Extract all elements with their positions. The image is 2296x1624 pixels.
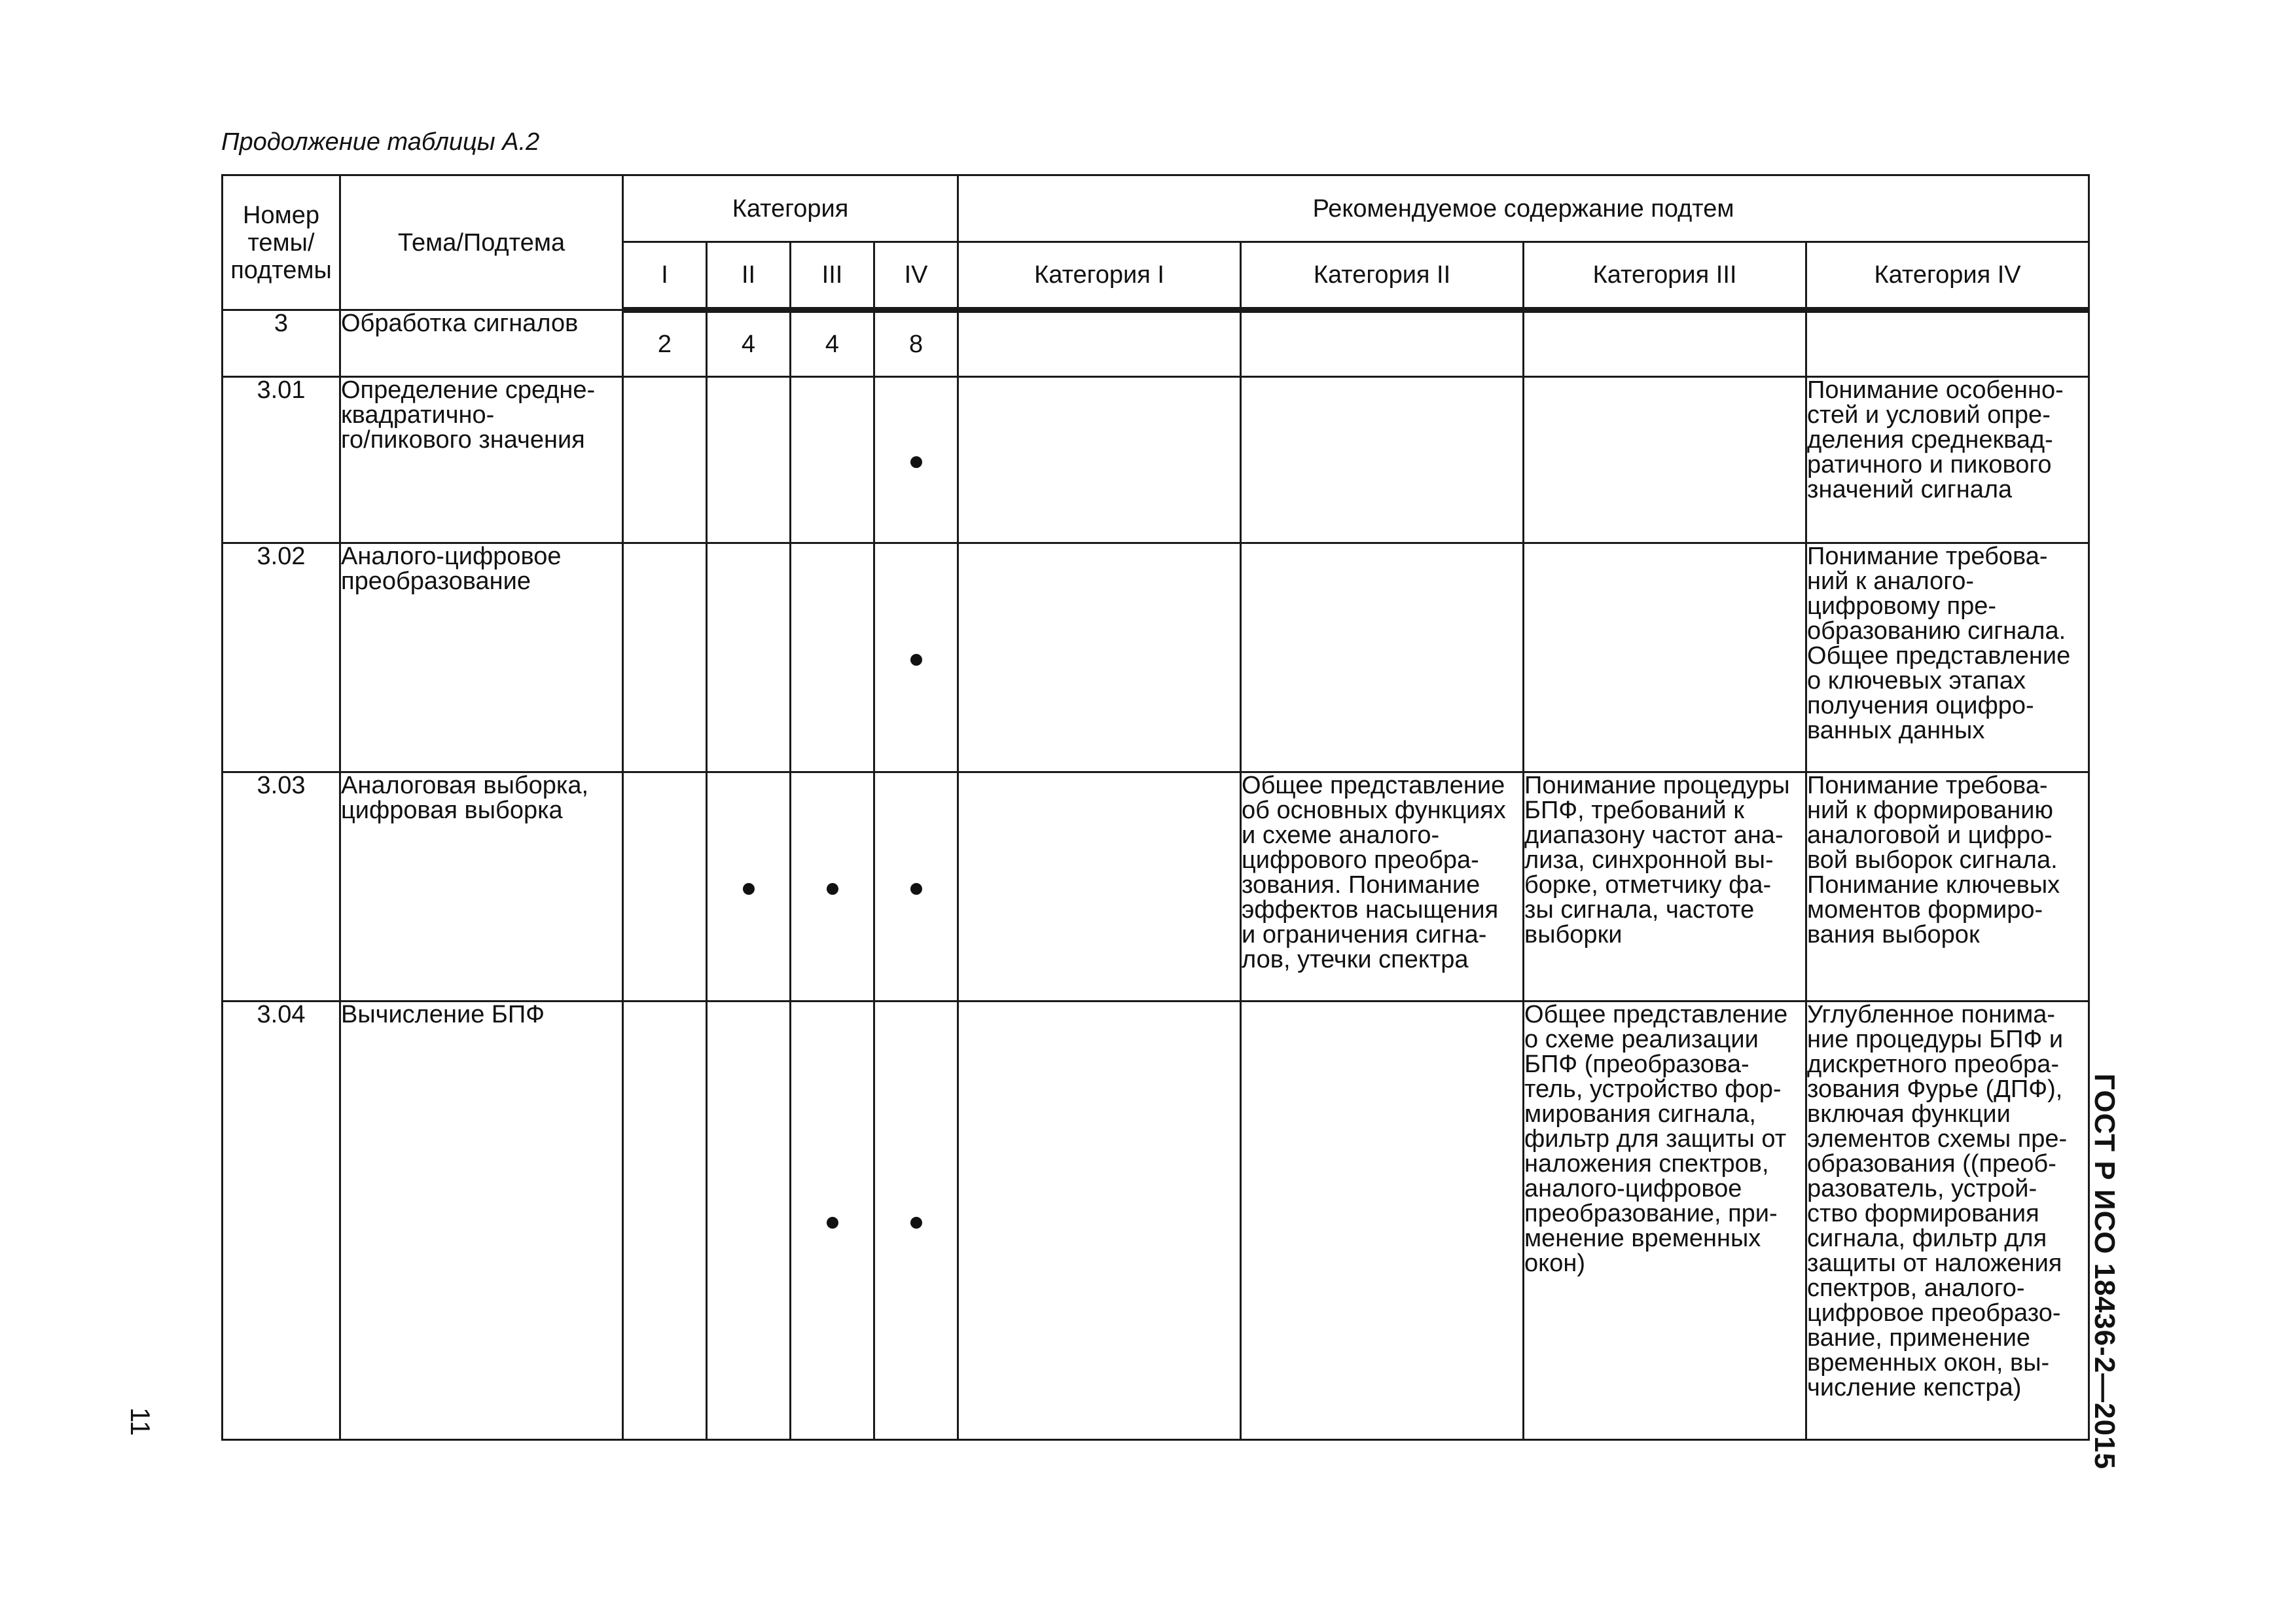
document-code: ГОСТ Р ИСО 18436-2—2015 [2089,1074,2121,1470]
page-number: 11 [125,1407,156,1436]
table-row [223,772,2089,1001]
row-hours-cat-3: 4 [791,310,874,377]
row-mark-cat-3 [791,543,874,772]
row-content-cat-1 [958,772,1241,1001]
row-mark-cat-4 [874,1001,958,1440]
row-content-cat-3 [1524,310,1806,377]
bullet-mark-icon [827,883,838,895]
row-mark-cat-2 [707,1001,791,1440]
table-row [223,543,2089,772]
row-topic: Аналого-цифровое преобразование [340,543,623,772]
row-mark-cat-1 [623,377,707,543]
row-topic: Вычисление БПФ [340,1001,623,1440]
table-row [223,1001,2089,1440]
row-mark-cat-1 [623,772,707,1001]
header-content-1: Категория I [958,242,1241,310]
row-mark-cat-1 [623,1001,707,1440]
row-mark-cat-2 [707,377,791,543]
row-content-cat-1 [958,543,1241,772]
row-mark-cat-3 [791,772,874,1001]
row-mark-cat-1 [623,543,707,772]
header-cat-1: I [623,242,707,310]
header-cat-4: IV [874,242,958,310]
row-topic: Определение средне- квадратично- го/пикового значения [340,377,623,543]
row-number: 3.04 [223,1001,340,1440]
row-content-cat-1 [958,377,1241,543]
row-number: 3.03 [223,772,340,1001]
row-content-cat-2 [1241,1001,1524,1440]
requirements-table [221,174,2090,1441]
bullet-mark-icon [743,883,755,895]
row-content-cat-3: Общее представление о схеме реализации БПФ (преобразова- тель, устройство фор- мирования сигнала, фильтр для защиты от наложения спектров, аналого-цифровое преобразование, при- менение временных окон) [1524,1001,1806,1440]
row-number: 3.02 [223,543,340,772]
row-hours-cat-2: 4 [707,310,791,377]
table-row [223,377,2089,543]
header-category: Категория [623,175,958,242]
row-content-cat-4: Понимание требова- ний к формированию аналоговой и цифро- вой выборок сигнала. Понимание ключевых моментов формиро- вания выборок [1806,772,2089,1001]
row-content-cat-2 [1241,310,1524,377]
row-topic: Аналоговая выборка, цифровая выборка [340,772,623,1001]
row-content-cat-4 [1806,310,2089,377]
header-cat-2: II [707,242,791,310]
row-content-cat-4: Понимание особенно- стей и условий опре- деления среднеквад- ратичного и пикового значений сигнала [1806,377,2089,543]
header-content-2: Категория II [1241,242,1524,310]
header-cat-3: III [791,242,874,310]
header-recommended: Рекомендуемое содержание подтем [958,175,2089,242]
bullet-mark-icon [827,1217,838,1229]
bullet-mark-icon [910,1217,922,1229]
row-mark-cat-2 [707,772,791,1001]
row-content-cat-3: Понимание процедуры БПФ, требований к диапазону частот ана- лиза, синхронной вы- борке, отметчику фа- зы сигнала, частоте выборки [1524,772,1806,1001]
table-caption: Продолжение таблицы А.2 [221,128,540,156]
row-mark-cat-3 [791,377,874,543]
row-mark-cat-3 [791,1001,874,1440]
row-mark-cat-2 [707,543,791,772]
row-number: 3 [223,310,340,377]
header-number: Номер темы/ подтемы [223,175,340,310]
row-content-cat-2 [1241,543,1524,772]
bullet-mark-icon [910,654,922,666]
row-content-cat-3 [1524,543,1806,772]
row-content-cat-3 [1524,377,1806,543]
row-content-cat-1 [958,310,1241,377]
row-mark-cat-4 [874,772,958,1001]
row-mark-cat-4 [874,543,958,772]
row-topic: Обработка сигналов [340,310,623,377]
row-content-cat-4: Понимание требова- ний к аналого- цифровому пре- образованию сигнала. Общее представление о ключевых этапах получения оцифро- ванных данных [1806,543,2089,772]
header-topic: Тема/Подтема [340,175,623,310]
header-content-4: Категория IV [1806,242,2089,310]
bullet-mark-icon [910,883,922,895]
row-content-cat-2: Общее представление об основных функциях и схеме аналого- цифрового преобра- зования. Понимание эффектов насыщения и ограничения сигна- лов, утечки спектра [1241,772,1524,1001]
header-content-3: Категория III [1524,242,1806,310]
row-mark-cat-4 [874,377,958,543]
row-hours-cat-1: 2 [623,310,707,377]
row-content-cat-2 [1241,377,1524,543]
row-content-cat-4: Углубленное понима- ние процедуры БПФ и дискретного преобра- зования Фурье (ДПФ), включая функции элементов схемы пре- образования ((преоб- разователь, устрой- ство формирования сигнала, фильтр для защиты от наложения спектров, аналого- цифровое преобразо- вание, применение временных окон, вы- числение кепстра) [1806,1001,2089,1440]
bullet-mark-icon [910,456,922,468]
row-hours-cat-4: 8 [874,310,958,377]
row-number: 3.01 [223,377,340,543]
row-content-cat-1 [958,1001,1241,1440]
table-row [223,310,2089,377]
